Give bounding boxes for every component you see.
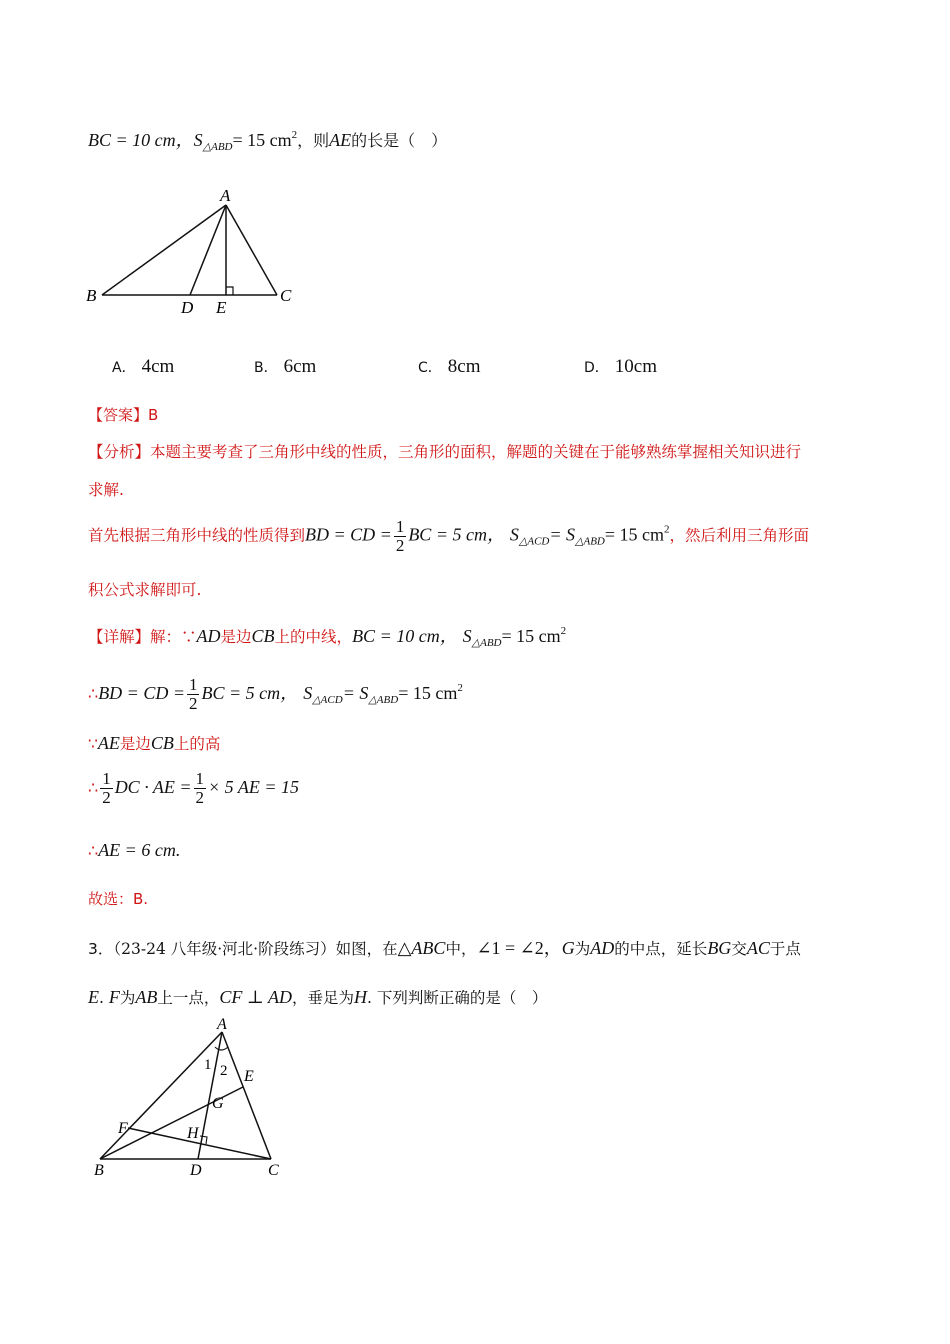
q3-mid1: 中， [445, 940, 477, 958]
q2-step1-s-acd: S [303, 683, 313, 703]
q2-option-a[interactable] [112, 356, 174, 378]
q3-end1: 于点 [769, 940, 801, 958]
q3-label-f: F [118, 1120, 128, 1137]
q3-label-g: G [212, 1095, 224, 1112]
q2-analysis-l3-post: ，然后利用三角形面 [669, 526, 810, 545]
q2-analysis-eq-mid: = S [549, 524, 576, 545]
q3-l2-e: E [88, 987, 99, 1007]
q2-step1-frac [187, 676, 200, 713]
q2-step3-frac1-num: 1 [102, 769, 111, 788]
q2-step3-frac2 [194, 770, 207, 807]
q3-figure [88, 1015, 298, 1180]
q2-step1-math: BD = CD = [98, 683, 185, 703]
q2-choose: 故选：B. [88, 890, 149, 908]
q2-stem-math: BC = 10 cm，S [88, 130, 203, 150]
q2-analysis-l3-math2: BC = 5 cm， [408, 524, 505, 545]
q3-angle-arc [215, 1047, 228, 1050]
q2-analysis-line1: 【分析】本题主要考查了三角形中线的性质，三角形的面积，解题的关键在于能够熟练掌握相关知识进行 [88, 443, 802, 461]
q3-ad: AD [590, 938, 615, 958]
q2-option-c-key: C． [418, 360, 442, 376]
q3-tri: △ABC [397, 938, 446, 958]
q2-option-d-val: 10cm [614, 356, 657, 377]
q2-step1-sub-acd: △ACD [312, 694, 343, 706]
q2-analysis-sub-acd: △ACD [518, 535, 550, 548]
q2-label-b: B [86, 286, 97, 305]
q3-source: （23-24 八年级·河北·阶段练习）如图，在 [113, 940, 398, 958]
q2-label-c: C [280, 286, 292, 305]
q2-step4 [88, 840, 180, 861]
q2-analysis-sub-abd: △ABD [575, 535, 605, 548]
q2-step2-ae: AE [97, 733, 120, 753]
q3-angles: ∠1 = ∠2， [476, 938, 562, 958]
q2-stem-end: 的长是（ ） [351, 131, 448, 150]
q2-detail-sub: △ABD [471, 637, 502, 649]
q3-mid2: 为 [574, 940, 591, 958]
q3-label-b: B [94, 1162, 104, 1179]
q2-step4-pre: ∴ [88, 841, 99, 860]
q2-stem [88, 126, 447, 153]
q2-step2-pre: ∵ [88, 735, 98, 753]
q2-step3-frac2-num: 1 [195, 769, 205, 788]
q2-step1-frac-den: 2 [188, 694, 198, 713]
q2-analysis-frac-den: 2 [395, 536, 405, 555]
q2-analysis-line2: 求解. [88, 481, 124, 499]
q2-analysis-l3-pre: 首先根据三角形中线的性质得到 [88, 526, 306, 545]
q3-label-d: D [190, 1162, 202, 1179]
q2-step1-pre: ∴ [88, 684, 99, 703]
q2-step1-sup: 2 [457, 682, 463, 694]
q3-mid3: 的中点，延长 [614, 940, 708, 958]
q2-step3-pre: ∴ [88, 778, 99, 797]
q2-analysis-s-acd: S [509, 524, 519, 545]
q3-stem-line1 [88, 934, 801, 960]
q2-analysis-sup: 2 [664, 523, 670, 536]
q2-stem-val: = 15 cm [232, 130, 292, 150]
q3-bg: BG [707, 938, 732, 958]
q2-step1 [88, 676, 463, 713]
q2-answer: 【答案】B [88, 406, 159, 424]
q3-l2-a: . [99, 989, 109, 1007]
q2-step3-frac1 [100, 770, 113, 807]
q2-step2-cb: CB [150, 733, 174, 753]
q3-l2-c: 上一点， [157, 989, 220, 1007]
q2-step1-eq-val: = 15 cm [398, 683, 458, 703]
q2-label-e: E [216, 298, 227, 317]
q3-side-ac [222, 1032, 271, 1159]
q3-number: 3． [88, 940, 114, 958]
q2-option-d[interactable] [584, 356, 657, 378]
q2-stem-tail: ，则 [297, 131, 330, 150]
q3-mid4: 交 [731, 940, 747, 958]
q2-option-b[interactable] [254, 356, 316, 378]
q2-detail-cb: CB [251, 626, 275, 646]
q2-option-b-val: 6cm [283, 356, 317, 377]
q2-step1-math2: BC = 5 cm， [201, 683, 299, 703]
q3-label-2: 2 [220, 1063, 228, 1079]
q3-stem-line2 [88, 986, 547, 1008]
q2-stem-sup: 2 [291, 129, 298, 141]
q2-option-d-key: D． [584, 360, 609, 376]
q2-detail-line1 [88, 622, 566, 649]
q2-analysis-frac [394, 518, 407, 555]
q3-label-e: E [244, 1068, 254, 1085]
q2-step1-sub-abd: △ABD [368, 694, 399, 706]
q2-step3 [88, 770, 299, 807]
q2-figure [80, 185, 310, 320]
q2-step3-frac2-den: 2 [195, 788, 205, 807]
q2-option-b-key: B． [254, 360, 278, 376]
q2-detail-pre: 【详解】解：∵ [88, 628, 197, 646]
q3-l2-perp: CF ⊥ AD [219, 987, 292, 1007]
q2-analysis-l3-math1: BD = CD = [305, 524, 392, 545]
q2-step2 [88, 732, 220, 754]
q2-step2-end: 上的高 [173, 735, 221, 753]
q2-side-ac [226, 205, 277, 295]
q2-detail-val: = 15 cm [501, 626, 561, 646]
q3-label-a: A [217, 1016, 227, 1033]
q2-analysis-line4: 积公式求解即可. [88, 581, 202, 599]
q2-right-angle-mark [226, 287, 233, 295]
q2-detail-mid2: 上的中线， [274, 628, 353, 646]
q3-ac: AC [746, 938, 770, 958]
q2-option-c-val: 8cm [447, 356, 481, 377]
q2-option-c[interactable] [418, 356, 481, 378]
q2-label-a: A [220, 186, 231, 205]
q2-step1-eq-mid: = S [342, 683, 369, 703]
q2-analysis-eq-val: = 15 cm [604, 524, 665, 545]
q2-detail-ad: AD [196, 626, 221, 646]
q2-analysis-line3 [88, 518, 809, 555]
q2-detail-s: S [462, 626, 472, 646]
q2-step3-frac1-den: 2 [102, 788, 111, 807]
q2-detail-bc: BC = 10 cm， [352, 626, 458, 646]
q2-step3-a: DC · AE = [114, 777, 192, 797]
q2-step1-frac-num: 1 [188, 675, 198, 694]
q2-stem-ae: AE [329, 130, 352, 150]
q2-step3-b: × 5 AE = 15 [208, 777, 299, 797]
q2-option-a-val: 4cm [141, 356, 175, 377]
q3-l2-e2: . 下列判断正确的是（ ） [367, 989, 548, 1007]
q3-g: G [561, 938, 575, 958]
q3-l2-f: F [108, 987, 120, 1007]
q2-step4-math: AE = 6 cm. [98, 840, 181, 860]
q3-label-1: 1 [204, 1057, 212, 1073]
q3-l2-d: ，垂足为 [292, 989, 355, 1007]
q3-l2-ab: AB [135, 987, 158, 1007]
q2-label-d: D [181, 298, 194, 317]
q3-label-c: C [268, 1162, 279, 1179]
q2-detail-mid: 是边 [220, 628, 252, 646]
q2-stem-sub: △ABD [202, 141, 233, 153]
q3-label-h: H [187, 1125, 199, 1142]
q2-detail-sup: 2 [560, 625, 567, 637]
q3-l2-h: H [354, 987, 368, 1007]
q3-l2-b: 为 [119, 989, 136, 1007]
q2-analysis-frac-num: 1 [395, 517, 405, 536]
q2-option-a-key: A． [112, 360, 136, 376]
q3-side-ab [100, 1032, 222, 1159]
q2-step2-mid: 是边 [119, 735, 151, 753]
